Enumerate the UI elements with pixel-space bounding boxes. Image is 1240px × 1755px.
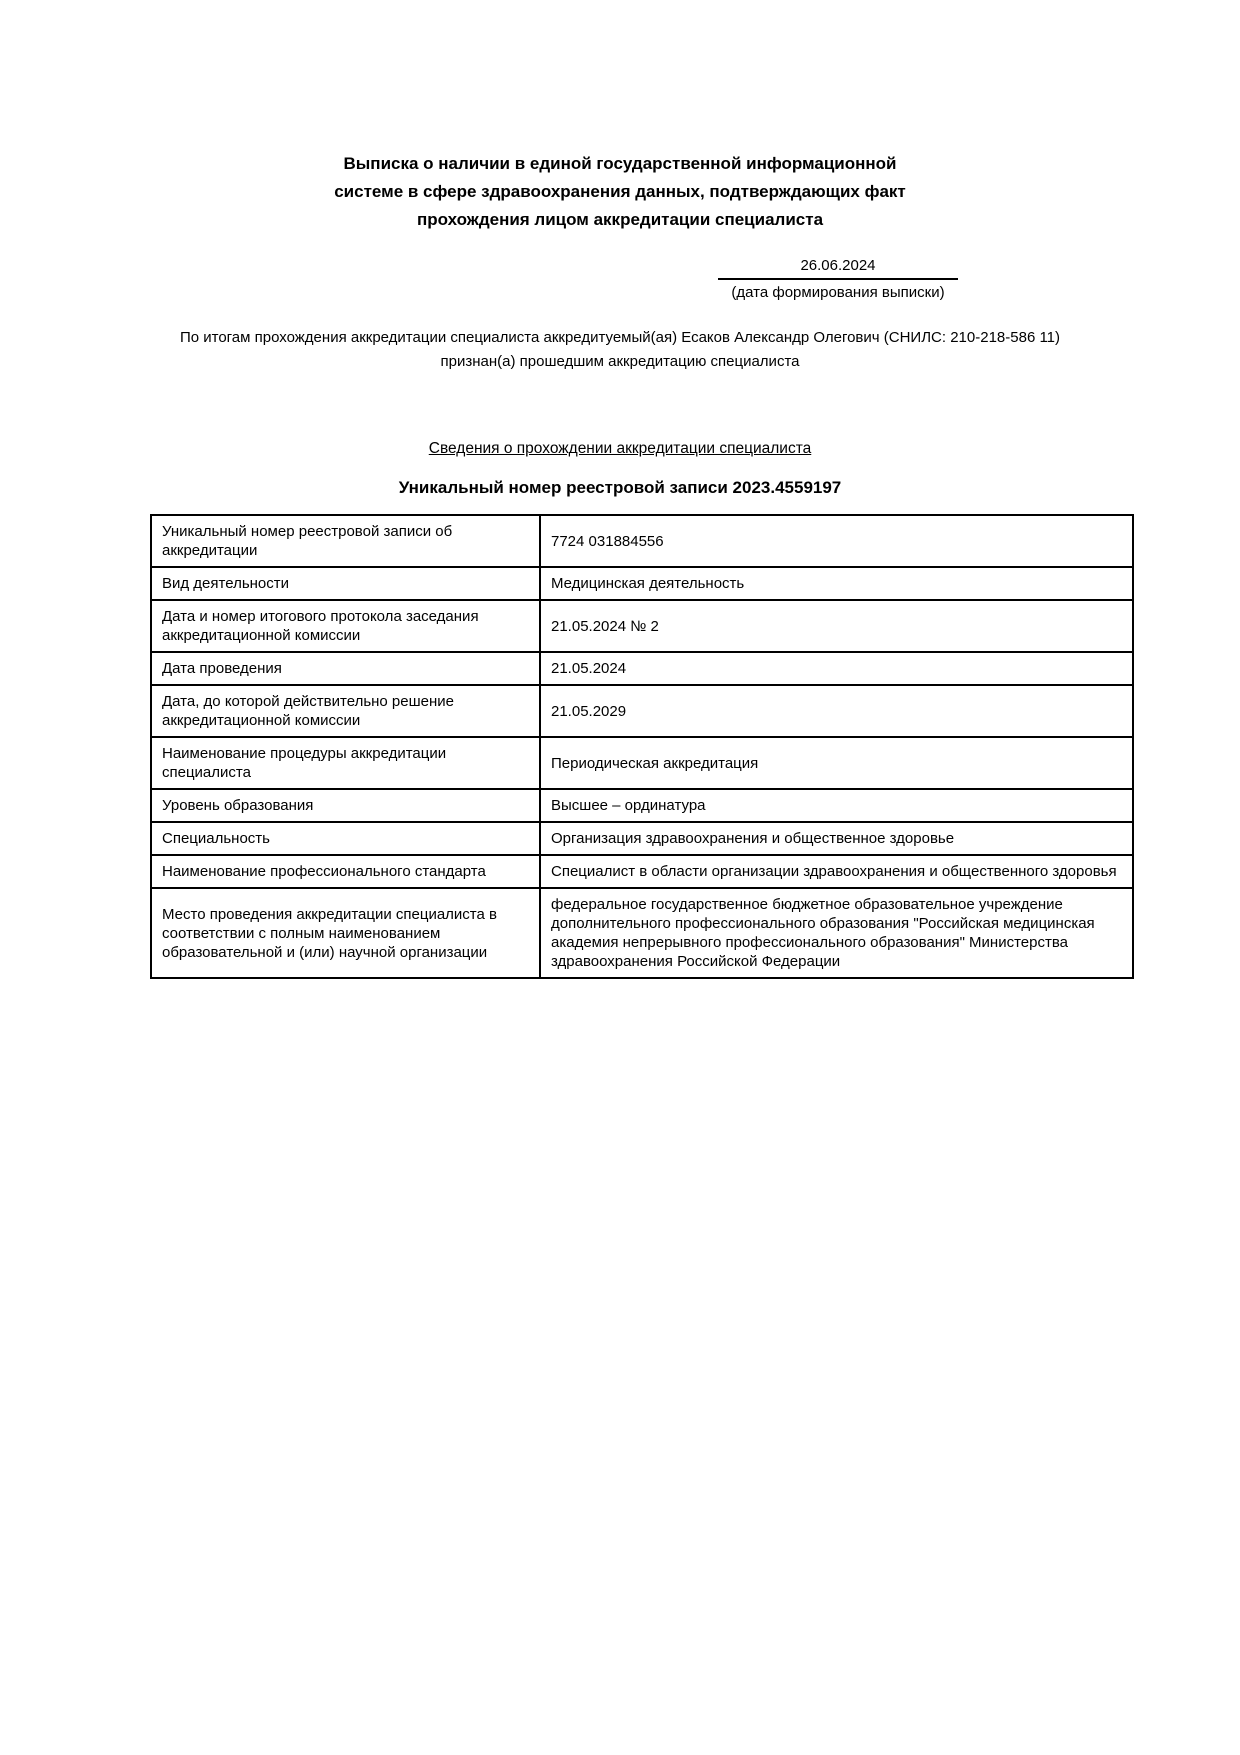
row-label: Уникальный номер реестровой записи об аккредитации <box>151 515 540 567</box>
row-value: Медицинская деятельность <box>540 567 1133 600</box>
page-title <box>0 0 1240 234</box>
row-label: Наименование процедуры аккредитации специалиста <box>151 737 540 789</box>
issue-date-block <box>718 256 958 302</box>
table-row <box>151 600 1133 652</box>
row-label: Место проведения аккредитации специалиста в соответствии с полным наименованием образовательной и (или) научной организации <box>151 888 540 978</box>
section-heading: Сведения о прохождении аккредитации специалиста <box>428 440 812 457</box>
page-title-line: Выписка о наличии в единой государственной информационной <box>343 154 897 173</box>
issue-date: 26.06.2024 <box>718 256 958 280</box>
row-label: Дата, до которой действительно решение аккредитационной комиссии <box>151 685 540 737</box>
row-label: Дата и номер итогового протокола заседания аккредитационной комиссии <box>151 600 540 652</box>
row-value: 21.05.2024 <box>540 652 1133 685</box>
intro-paragraph <box>0 326 1240 374</box>
row-label: Дата проведения <box>151 652 540 685</box>
table-row <box>151 652 1133 685</box>
registry-number-heading: Уникальный номер реестровой записи 2023.4559197 <box>398 478 842 497</box>
page-title-line: системе в сфере здравоохранения данных, подтверждающих факт <box>334 182 906 201</box>
row-value: 21.05.2024 № 2 <box>540 600 1133 652</box>
issue-date-caption: (дата формирования выписки) <box>731 284 945 301</box>
table-row <box>151 888 1133 978</box>
table-row <box>151 855 1133 888</box>
table-row <box>151 685 1133 737</box>
intro-line: По итогам прохождения аккредитации специалиста аккредитуемый(ая) Есаков Александр Олегович (СНИЛС: 210-218-586 11) <box>179 329 1061 346</box>
row-label: Специальность <box>151 822 540 855</box>
row-label: Наименование профессионального стандарта <box>151 855 540 888</box>
table-row <box>151 567 1133 600</box>
row-label: Уровень образования <box>151 789 540 822</box>
table-row <box>151 737 1133 789</box>
accreditation-table <box>150 514 1134 979</box>
row-label: Вид деятельности <box>151 567 540 600</box>
row-value: Специалист в области организации здравоохранения и общественного здоровья <box>540 855 1133 888</box>
row-value: 21.05.2029 <box>540 685 1133 737</box>
row-value: Высшее – ординатура <box>540 789 1133 822</box>
table-row <box>151 515 1133 567</box>
intro-line: признан(а) прошедшим аккредитацию специалиста <box>440 353 800 370</box>
row-value: Периодическая аккредитация <box>540 737 1133 789</box>
page-title-line: прохождения лицом аккредитации специалиста <box>416 210 824 229</box>
row-value: федеральное государственное бюджетное образовательное учреждение дополнительного профессионального образования "Российская медицинская академия непрерывного профессионального образования" Министерства здравоохранения Российской Федерации <box>540 888 1133 978</box>
row-value: Организация здравоохранения и общественное здоровье <box>540 822 1133 855</box>
table-row <box>151 822 1133 855</box>
row-value: 7724 031884556 <box>540 515 1133 567</box>
table-row <box>151 789 1133 822</box>
